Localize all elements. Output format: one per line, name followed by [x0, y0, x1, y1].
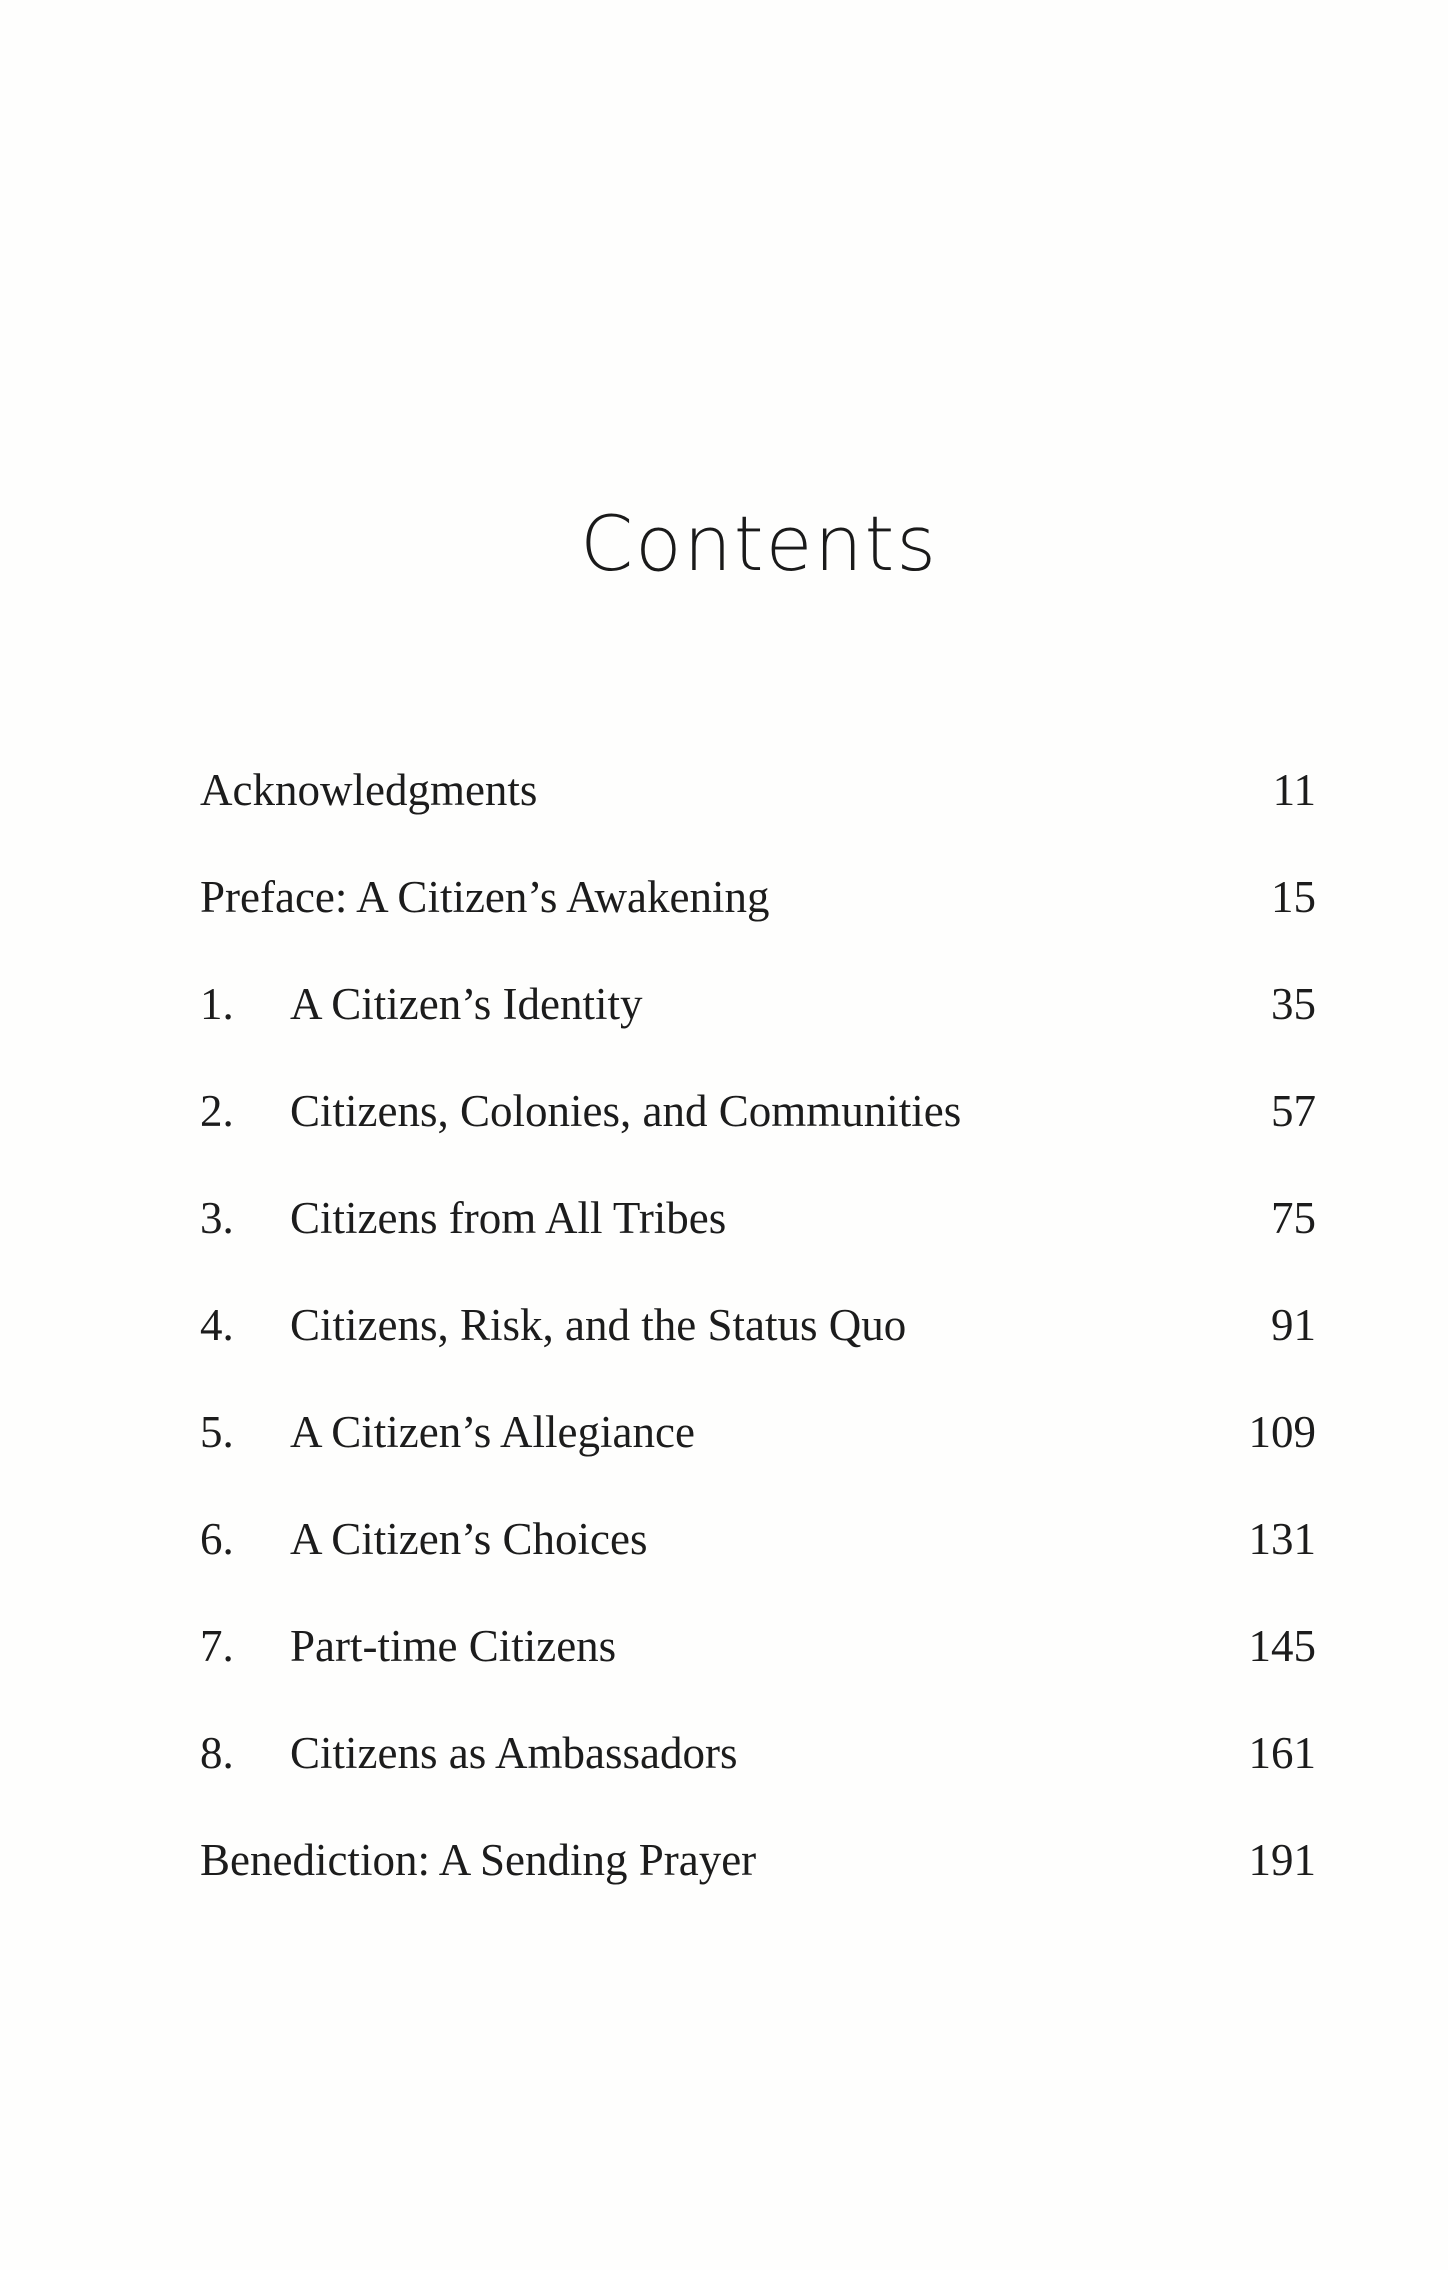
toc-entry-chapter-2: [200, 1081, 1316, 1188]
page-title: Contents: [580, 498, 938, 588]
toc-entry-page: 109: [1248, 1407, 1316, 1457]
toc-entry-chapter-1: [200, 974, 1316, 1081]
toc-entry-title: Preface: A Citizen’s Awakening: [200, 872, 770, 922]
toc-entry-chapter-3: [200, 1188, 1316, 1295]
toc-entry-title: Part-time Citizens: [290, 1621, 617, 1671]
toc-entry-page: 191: [1248, 1835, 1316, 1885]
toc-entry-title: Citizens as Ambassadors: [290, 1728, 738, 1778]
toc-entry-acknowledgments: [200, 760, 1316, 867]
toc-entry-page: 145: [1248, 1621, 1316, 1671]
toc-entry-chapter-7: [200, 1616, 1316, 1723]
toc-entry-number: 4.: [200, 1300, 234, 1350]
toc-entry-title: Citizens from All Tribes: [290, 1193, 727, 1243]
toc-entry-page: 35: [1271, 979, 1316, 1029]
toc-entry-title: A Citizen’s Identity: [290, 979, 643, 1029]
toc-entry-title: Benediction: A Sending Prayer: [200, 1835, 757, 1885]
toc-entry-number: 5.: [200, 1407, 234, 1457]
toc-entry-title: A Citizen’s Choices: [290, 1514, 648, 1564]
toc-entry-page: 161: [1248, 1728, 1316, 1778]
toc-entry-chapter-4: [200, 1295, 1316, 1402]
toc-entry-page: 91: [1271, 1300, 1316, 1350]
table-of-contents: [200, 760, 1316, 1937]
toc-entry-page: 131: [1248, 1514, 1316, 1564]
toc-entry-page: 57: [1271, 1086, 1316, 1136]
toc-entry-number: 8.: [200, 1728, 234, 1778]
toc-entry-chapter-6: [200, 1509, 1316, 1616]
toc-entry-number: 7.: [200, 1621, 234, 1671]
toc-entry-page: 11: [1272, 765, 1316, 815]
toc-entry-number: 3.: [200, 1193, 234, 1243]
toc-entry-title: A Citizen’s Allegiance: [290, 1407, 695, 1457]
toc-entry-number: 2.: [200, 1086, 234, 1136]
toc-entry-benediction: [200, 1830, 1316, 1937]
toc-entry-title: Acknowledgments: [200, 765, 538, 815]
toc-entry-number: 6.: [200, 1514, 234, 1564]
toc-entry-page: 75: [1271, 1193, 1316, 1243]
toc-entry-page: 15: [1271, 872, 1316, 922]
toc-entry-title: Citizens, Risk, and the Status Quo: [290, 1300, 907, 1350]
toc-entry-chapter-5: [200, 1402, 1316, 1509]
toc-entry-chapter-8: [200, 1723, 1316, 1830]
toc-entry-title: Citizens, Colonies, and Communities: [290, 1086, 962, 1136]
toc-entry-number: 1.: [200, 979, 234, 1029]
toc-entry-preface: [200, 867, 1316, 974]
